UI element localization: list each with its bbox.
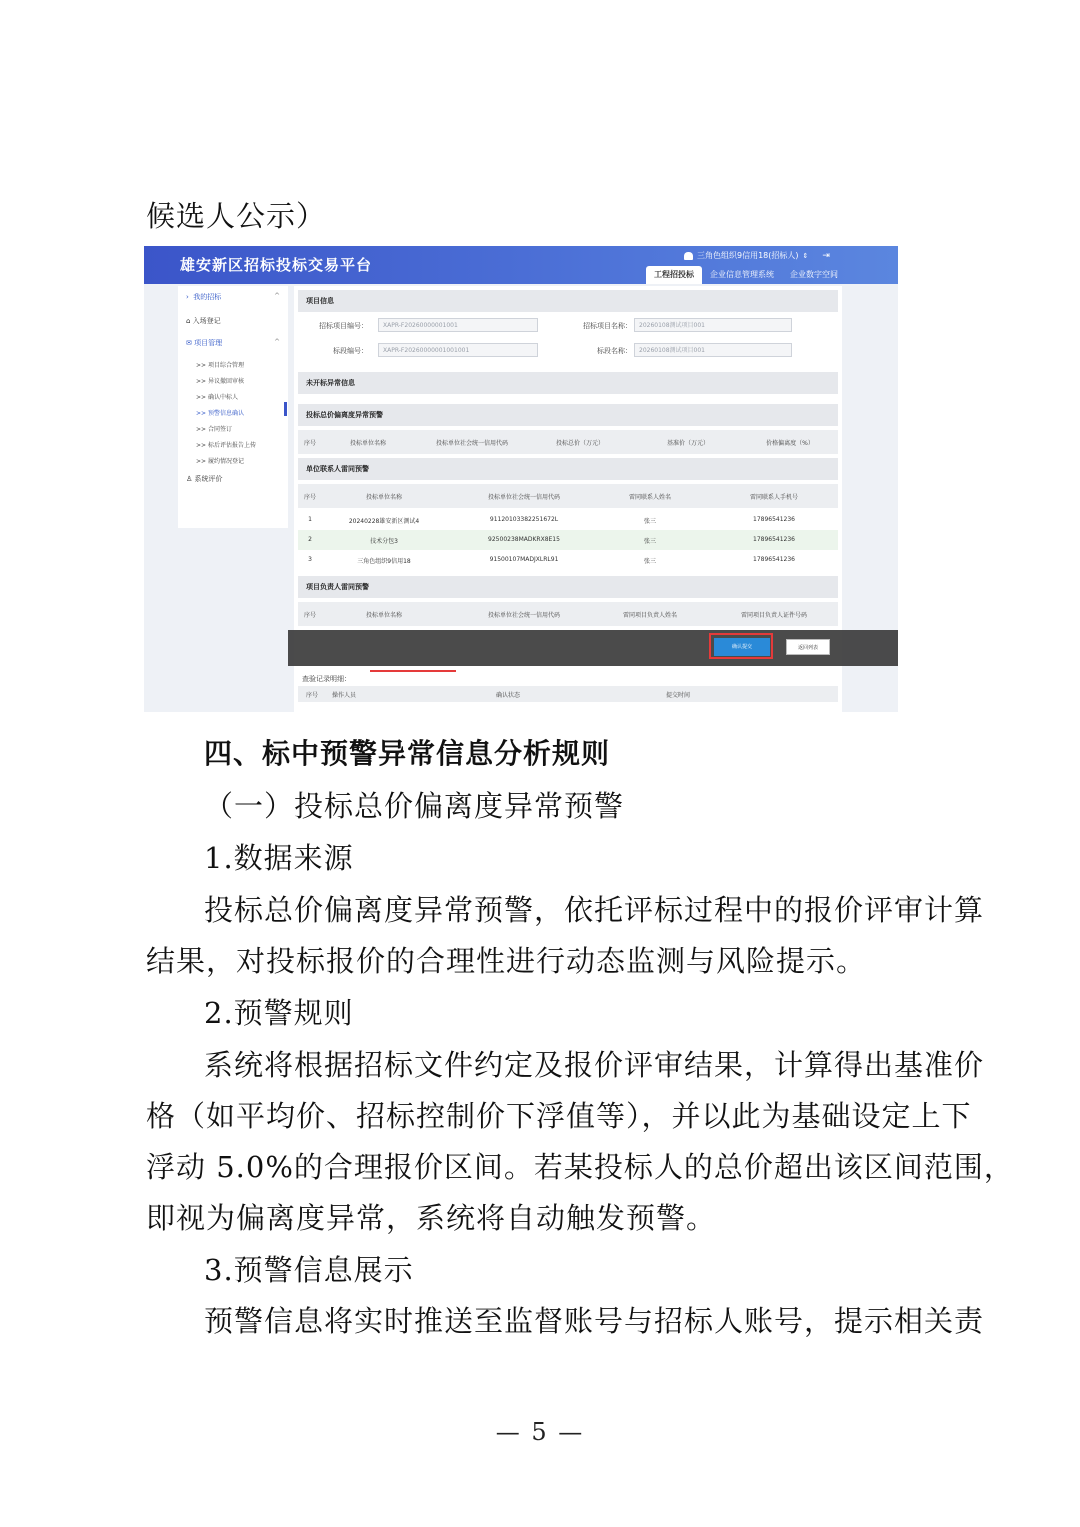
sidebar-sub-label: 项目综合管理 [207,362,244,369]
paragraph-line: 预警信息将实时推送至监督账号与招标人账号，提示相关责 [204,1304,985,1338]
paragraph-line: 投标总价偏离度异常预警，依托评标过程中的报价评审计算 [204,893,985,927]
heading-sub: （一）投标总价偏离度异常预警 [204,789,625,823]
cell: 张三 [643,538,657,545]
sidebar-sub-item[interactable]: >> 项目综合管理 [196,362,244,369]
cell: 1 [308,516,312,523]
column-header: 雷同项目负责人姓名 [622,612,678,619]
user-label: 三角色组织9信用18(招标人) [697,251,799,260]
column-header: 确认状态 [495,692,521,699]
sidebar-item-label: 入场登记 [192,317,221,325]
project-no-field[interactable]: XAPR-F20260000001001 [378,318,538,332]
section-header [298,576,838,598]
sidebar-item-label: 项目管理 [194,339,223,347]
caret-down-icon[interactable]: ⇕ [802,251,809,260]
sidebar-sub-label: 履约情况登记 [207,458,244,465]
chevron-up-icon[interactable]: ^ [274,292,280,300]
sidebar-item-my-bids[interactable] [186,292,221,302]
column-header: 投标单位名称 [365,612,403,619]
cell: 张三 [643,518,657,525]
heading-main: 四、标中预警异常信息分析规则 [204,737,611,770]
section-name-field[interactable]: 20260108测试项目001 [634,343,792,357]
column-header: 基准价（万元） [666,440,710,447]
table-header [298,484,838,508]
sidebar-item-label: 我的招标 [193,293,222,301]
sidebar-sub-item-active[interactable]: >> 预警信息确认 [196,410,244,417]
section-title: 投标总价偏离度异常预警 [306,411,383,419]
app-title: 雄安新区招标投标交易平台 [180,256,373,274]
sidebar-sub-item[interactable]: >> 标后评估报告上传 [196,442,256,449]
column-header: 雷同联系人姓名 [628,494,672,501]
section-title: 单位联系人雷同预警 [306,465,369,473]
sidebar-item-project-mgmt[interactable] [186,338,222,348]
user-outline-icon: ♙ [186,475,195,483]
cell: 三角色组织9信用18 [357,558,411,565]
project-name-label: 招标项目名称： [583,322,632,330]
sidebar-sub-item[interactable]: >> 合同签订 [196,426,232,433]
cell: 20240228雄安新区测试4 [348,518,420,525]
table-row[interactable] [298,510,838,530]
column-header: 投标单位名称 [365,494,403,501]
back-to-list-button[interactable]: 返回列表 [786,639,830,655]
cell: 92500238MADKRX8E15 [488,536,560,543]
project-name-field[interactable]: 20260108测试项目001 [634,318,792,332]
cell: 张三 [643,558,657,565]
cell: 技术分包3 [370,538,398,545]
column-header: 序号 [303,494,317,501]
table-header [298,686,838,702]
page-number: — 5 — [495,1418,585,1446]
section-title: 项目信息 [306,297,334,305]
column-header: 序号 [303,612,317,619]
sidebar-item-label: 系统评价 [194,475,223,483]
section-header [298,290,838,312]
paragraph-line: 浮动 5.0%的合理报价区间。若某投标人的总价超出该区间范围， [146,1150,1014,1184]
home-icon: ⌂ [186,317,193,325]
section2-title: 2.预警规则 [204,996,354,1030]
user-icon [684,252,693,260]
cell: 3 [308,556,312,563]
action-bar [288,630,898,666]
top-tabs [646,266,846,284]
column-header: 序号 [305,692,319,699]
sidebar-item-system-eval[interactable] [186,474,223,484]
paragraph-line: 系统将根据招标文件约定及报价评审结果，计算得出基准价 [204,1048,985,1082]
sidebar [178,286,288,528]
confirm-submit-button[interactable]: 确认提交 [714,638,770,656]
section-header [298,372,838,394]
cell: 17896541236 [753,516,795,523]
sidebar-sub-item[interactable]: >> 确认中标人 [196,394,238,401]
cell: 91500107MADJXLRL91 [489,556,559,563]
tab-engineering[interactable]: 工程招投标 [646,266,702,284]
query-log-title: 查验记录明细： [302,675,351,683]
annotation-underline [370,670,456,672]
intro-line: 候选人公示） [146,199,327,233]
paragraph-line: 结果，对投标报价的合理性进行动态监测与风险提示。 [146,944,867,978]
column-header: 序号 [303,440,317,447]
column-header: 投标总价（万元） [555,440,605,447]
column-header: 投标单位名称 [349,440,387,447]
section1-title: 1.数据来源 [204,841,354,875]
column-header: 价格偏离度（%） [766,440,814,447]
cell: 17896541236 [753,556,795,563]
chevron-right-icon: › [186,293,194,301]
sidebar-sub-label: 确认中标人 [207,394,238,401]
section-no-field[interactable]: XAPR-F20260000001001001 [378,343,538,357]
sidebar-sub-label: 预警信息确认 [207,410,244,417]
cell: 91120103382251672L [489,516,559,523]
user-info[interactable] [684,250,830,261]
sidebar-sub-label: 标后评估报告上传 [207,442,256,449]
project-no-label: 招标项目编号： [319,322,368,330]
section-header [298,458,838,480]
platform-screenshot [144,246,898,712]
tab-enterprise-info[interactable]: 企业信息管理系统 [710,270,774,279]
highlight-box [709,633,773,659]
tab-digital-space[interactable]: 企业数字空间 [790,270,838,279]
column-header: 雷同联系人手机号 [749,494,799,501]
active-marker [284,402,287,416]
section-title: 未开标异常信息 [306,379,355,387]
sidebar-sub-item[interactable]: >> 履约情况登记 [196,458,244,465]
column-header: 操作人员 [331,692,357,699]
table-header [298,430,838,454]
table-row[interactable] [298,530,838,550]
section-no-label: 标段编号： [333,347,368,355]
column-header: 投标单位社会统一信用代码 [435,440,509,447]
cell: 17896541236 [753,536,795,543]
table-header [298,602,838,626]
column-header: 雷同项目负责人证件号码 [740,612,808,619]
sidebar-sub-label: 异议撤回审核 [207,378,244,385]
sidebar-sub-label: 合同签订 [207,426,232,433]
column-header: 投标单位社会统一信用代码 [487,612,561,619]
section-title: 项目负责人雷同预警 [306,583,369,591]
logout-icon[interactable]: ⇥ [822,250,830,261]
cell: 2 [308,536,312,543]
table-row[interactable] [298,550,838,570]
section-name-label: 标段名称： [597,347,632,355]
column-header: 提交时间 [665,692,691,699]
column-header: 投标单位社会统一信用代码 [487,494,561,501]
app-header [144,246,898,284]
chevron-up-icon[interactable]: ^ [274,338,280,346]
sidebar-sub-item[interactable]: >> 异议撤回审核 [196,378,244,385]
sidebar-item-registration[interactable] [186,316,221,326]
section3-title: 3.预警信息展示 [204,1253,414,1287]
paragraph-line: 即视为偏离度异常，系统将自动触发预警。 [146,1201,717,1235]
section-header [298,404,838,426]
mail-icon: ✉ [186,339,195,347]
paragraph-line: 格（如平均价、招标控制价下浮值等），并以此为基础设定上下 [146,1099,972,1133]
